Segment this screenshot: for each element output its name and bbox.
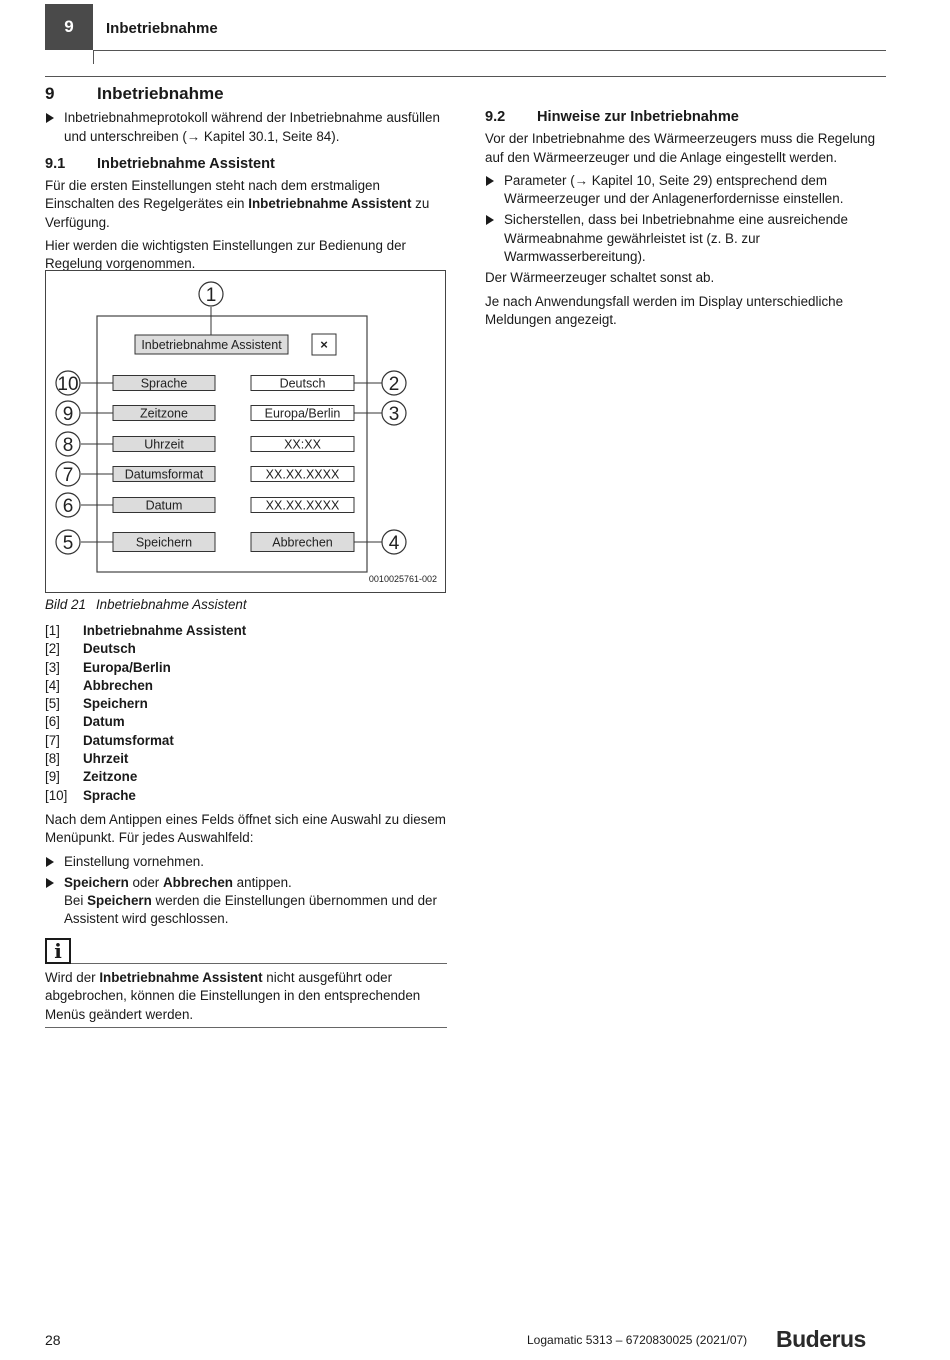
field-button-label: Speichern xyxy=(135,535,193,550)
section-9-heading xyxy=(45,85,447,103)
figure-legend xyxy=(45,622,246,805)
instructions-block xyxy=(45,811,447,932)
legend-number: [6] xyxy=(45,714,60,730)
figure-caption-label: Bild 21 xyxy=(45,597,86,612)
note-rule-top xyxy=(71,963,447,964)
bullet-parameters xyxy=(485,172,887,209)
bold-term: Abbrechen xyxy=(163,874,233,890)
legend-label: Sprache xyxy=(83,787,136,803)
title-button-label: Inbetriebnahme Assistent xyxy=(141,338,282,352)
callout-number: 5 xyxy=(62,533,74,554)
legend-label: Zeitzone xyxy=(83,769,138,785)
bold-term: Speichern xyxy=(87,893,152,909)
header-rule-tick xyxy=(93,50,94,64)
close-icon: × xyxy=(320,337,328,352)
legend-number: [3] xyxy=(45,659,60,675)
info-icon: i xyxy=(45,938,71,964)
text: Wird der xyxy=(45,970,100,985)
figure-drawing xyxy=(46,271,445,592)
callout-number: 7 xyxy=(62,465,74,486)
header-rule xyxy=(93,50,886,51)
bullet-continuation xyxy=(64,892,447,929)
section-title: Inbetriebnahme Assistent xyxy=(97,155,275,172)
legend-item xyxy=(45,713,246,731)
figure-rows xyxy=(56,371,406,554)
figure-caption xyxy=(45,597,257,612)
text: Für die ersten Einstellungen steht nach dem erstmaligen Einschalten des Regelgerätes ein xyxy=(45,178,380,212)
document-reference: Logamatic 5313 – 6720830025 (2021/07) xyxy=(527,1333,748,1347)
legend-item xyxy=(45,695,246,713)
bullet-protocol xyxy=(45,109,447,146)
paragraph-shutdown: Der Wärmeerzeuger schaltet sonst ab. xyxy=(485,270,715,286)
callout-number: 9 xyxy=(62,404,74,425)
figure-assistant-screen xyxy=(45,270,446,593)
paragraph-before-commissioning: Vor der Inbetriebnahme des Wärmeerzeugers muss die Regelung auf den Wärmeerzeuger und die Anlage eingestellt werden. xyxy=(485,131,876,165)
legend-item xyxy=(45,750,246,768)
legend-number: [7] xyxy=(45,732,60,748)
bold-term: Speichern xyxy=(64,874,129,890)
header-rule-lower xyxy=(45,76,886,77)
legend-label: Speichern xyxy=(83,696,148,712)
paragraph-display-messages: Je nach Anwendungsfall werden im Display unterschiedliche Meldungen angezeigt. xyxy=(485,293,844,327)
paragraph-tap-field: Nach dem Antippen eines Felds öffnet sich eine Auswahl zu diesem Menüpunkt. Für jedes Auswahlfeld: xyxy=(45,812,446,846)
legend-label: Europa/Berlin xyxy=(83,659,171,675)
legend-item xyxy=(45,622,246,640)
value-field-label: Europa/Berlin xyxy=(264,406,341,421)
bold-term: Inbetriebnahme Assistent xyxy=(99,970,263,985)
bullet-save-cancel xyxy=(45,874,447,929)
legend-item xyxy=(45,768,246,786)
bullet-set-value xyxy=(45,853,447,871)
legend-number: [5] xyxy=(45,696,60,712)
legend-label: Datum xyxy=(83,714,125,730)
field-button-label: Datum xyxy=(145,498,183,513)
value-field-label: Abbrechen xyxy=(272,535,333,550)
callout-number: 2 xyxy=(388,374,400,395)
section-title: Hinweise zur Inbetriebnahme xyxy=(537,109,739,125)
bullet-text: Inbetriebnahmeprotokoll während der Inbetriebnahme ausfüllen und unterschreiben (→ Kapitel 30.1, Seite 84). xyxy=(64,110,440,144)
legend-label: Abbrechen xyxy=(83,677,153,693)
buderus-logo: Buderus xyxy=(776,1326,866,1352)
field-button-label: Sprache xyxy=(140,376,188,391)
section-9-2-heading xyxy=(485,108,887,126)
text: nicht ausgeführt oder abgebrochen, können die Einstellungen in den entsprechenden Menüs geändert werden. xyxy=(45,970,421,1022)
legend-number: [4] xyxy=(45,677,60,693)
callout-1-number: 1 xyxy=(205,285,217,306)
legend-item xyxy=(45,677,246,695)
section-9-1-heading xyxy=(45,155,447,173)
value-field-label: XX.XX.XXXX xyxy=(265,467,340,482)
section-number: 9 xyxy=(45,84,55,103)
legend-number: [1] xyxy=(45,623,60,638)
figure-image-id: 0010025761-002 xyxy=(368,574,437,584)
section-number: 9.1 xyxy=(45,155,66,172)
text: antippen. xyxy=(232,874,292,890)
legend-item xyxy=(45,787,246,805)
figure-caption-text: Inbetriebnahme Assistent xyxy=(95,597,247,612)
bullet-text: Einstellung vornehmen. xyxy=(64,853,204,869)
legend-number: [2] xyxy=(45,641,60,657)
callout-number: 6 xyxy=(62,496,74,517)
note-text xyxy=(45,969,447,1024)
left-column-intro xyxy=(45,85,447,279)
paragraph-settings: Hier werden die wichtigsten Einstellungen zur Bedienung der Regelung vorgenommen. xyxy=(45,238,407,272)
legend-label: Uhrzeit xyxy=(83,751,129,767)
section-title: Inbetriebnahme xyxy=(97,84,224,103)
callout-number: 4 xyxy=(388,533,400,554)
text: Bei xyxy=(64,893,88,909)
text: zu Verfügung. xyxy=(45,196,430,230)
value-field-label: Deutsch xyxy=(279,376,326,391)
legend-item xyxy=(45,640,246,658)
paragraph-assistant-intro xyxy=(45,177,447,232)
right-column xyxy=(485,108,887,334)
callout-number: 10 xyxy=(57,374,79,395)
bullet-line xyxy=(64,874,447,892)
value-field-label: XX.XX.XXXX xyxy=(265,498,340,513)
chapter-number-box xyxy=(45,4,93,50)
legend-label: Inbetriebnahme Assistent xyxy=(83,623,247,638)
chapter-title: Inbetriebnahme xyxy=(106,20,218,37)
bullet-text: Sicherstellen, dass bei Inbetriebnahme eine ausreichende Wärmeabnahme gewährleistet ist (z. B. zur Warmwasserbereitung). xyxy=(504,212,848,265)
text: werden die Einstellungen übernommen und der Assistent wird geschlossen. xyxy=(64,893,437,927)
bullet-heat-consumption xyxy=(485,211,887,266)
callout-number: 3 xyxy=(388,404,400,425)
legend-number: [10] xyxy=(45,787,68,803)
page-number: 28 xyxy=(45,1332,61,1348)
bullet-text: Parameter (→ Kapitel 10, Seite 29) entsprechend dem Wärmeerzeuger und der Anlagenerfordernisse einstellen. xyxy=(504,172,844,207)
text: oder xyxy=(128,874,163,890)
legend-item xyxy=(45,732,246,750)
section-number: 9.2 xyxy=(485,109,506,125)
field-button-label: Datumsformat xyxy=(124,467,204,482)
field-button-label: Zeitzone xyxy=(140,406,188,421)
legend-item xyxy=(45,659,246,677)
legend-number: [8] xyxy=(45,751,60,767)
value-field-label: XX:XX xyxy=(284,437,321,452)
field-button-label: Uhrzeit xyxy=(144,437,184,452)
chapter-number: 9 xyxy=(64,17,74,36)
bold-term: Inbetriebnahme Assistent xyxy=(248,196,412,212)
legend-label: Deutsch xyxy=(83,641,136,657)
note-rule-bottom xyxy=(45,1027,447,1028)
legend-number: [9] xyxy=(45,769,60,785)
legend-label: Datumsformat xyxy=(83,732,174,748)
callout-number: 8 xyxy=(62,435,74,456)
